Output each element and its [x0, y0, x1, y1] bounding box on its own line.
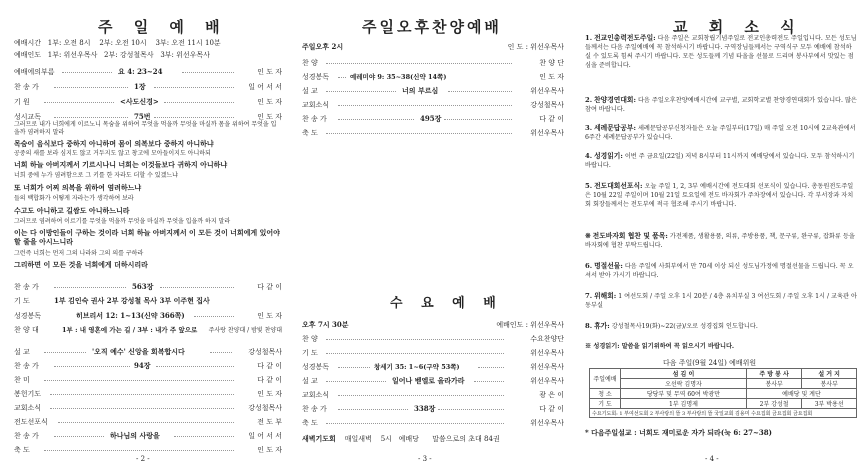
page-title: 주일오후찬양예배 — [362, 18, 502, 36]
dawn-prayer-info: 새벽기도회 매일새벽 5시 예배당 말씀으로의 초대 84권 — [302, 434, 500, 443]
notice-item: 7. 위해회: 1 여선도회 / 주일 오후 1시 20분 / 4층 유치부실 3 여선도회 / 주일 오후 1시 / 교육관 아동부실 — [585, 292, 857, 309]
notice-item: 1. 전교인총력전도주일: 다음 주일은 교회창립기념주일로 전교인총력전도 주일입니다. 모든 성도님들께서는 다음 주일예배에 꼭 참석하시기 바랍니다. 구역장님들께서는 구역식구 모두 예배에 참석하실 수 있도록 힘써 주시기 바랍니다. 모든 성도들께 기념 타올을 선물로 드리며 봉사부에서 맛있는 점심을 준비합니다. — [585, 34, 857, 69]
page-number: - 2 - — [136, 455, 150, 463]
notice-item: 5. 전도대회선포식: 오늘 주일 1, 2, 3부 예배시간에 전도대회 선포식이 있습니다. 총동원전도주일은 10월 22일 주일이며 10월 21일 토요일에 전도 바자회가 주차장에서 있습니다. 각 부서장과 자치회 회장들께서는 전도부에 적극 협조해 주시기 바랍니다. — [585, 182, 854, 208]
responsive-reading: 그리하면 이 모든 것을 너희에게 더하시리라 — [14, 260, 148, 269]
page-title: 주 일 예 배 — [98, 18, 228, 36]
sunday-service-page: 주 일 예 배 예배시간 1부: 오전 8시 2부: 오전 10시 3부: 오전 11시 10분 예배인도 1부: 위선우목사 2부: 강성철목사 3부: 위선우목사 예배에의부름 요 4: 23~24 인 도 자 찬 송 가 1장 일 어 서 서 기 원 <사도신경> 인 도 자 성시교독 75번 인 도 자 그러므로 내가 너희에게 이르노니 목숨을 위하여 무엇을 먹을까 무엇을 마실까 몸을 위하여 무엇을 입을까 염려하지 말라 목숨이 음식보다 중하지 아니하며 몸이 의복보다 중하지 아니하냐 공중의 새를 보라 심지도 않고 거두지도 않고 창고에 모아들이지도 아니하되 너희 하늘 아버지께서 기르시나니 너희는 이것들보다 귀하지 아니하냐 너희 중에 누가 염려함으로 그 키를 한 자라도 더할 수 있겠느냐 또 너희가 어찌 의복을 위하여 염려하느냐 들의 백합화가 어떻게 자라는가 생각하여 보라 수고도 아니하고 길쌈도 아니하느니라 그러므로 염려하여 이르기를 무엇을 먹을까 무엇을 마실까 무엇을 입을까 하지 말라 이는 다 이방인들이 구하는 것이라 너희 하늘 아버지께서 이 모든 것이 너희에게 있어야 할 줄을 아시느니라 그런즉 너희는 먼저 그의 나라와 그의 의를 구하라 그리하면 이 모든 것을 너희에게 더하시리라 찬 송 가 563장 다 같 이 기 도 1부 김인숙 권사 2부 강성철 목사 3부 이주현 집사 성경봉독 히브리서 12: 1~13(신약 366쪽) 인 도 자 찬 양 대 1부 : 내 영혼에 가는 길 / 3부 : 내가 주 앞으로 주사랑 찬양대 / 밤빛 찬양대 설 교 '오직 예수' 신앙을 회복합시다 강성철목사 찬 송 가 94장 다 같 이 찬 미 다 같 이 봉헌기도 인 도 자 교회소식 강성철목사 전도선포식 전 도 부 찬 송 가 하나님의 사랑을 일 어 서 서 축 도 인 도 자 - 2 - — [14, 18, 282, 463]
page-title: 교 회 소 식 — [673, 18, 803, 36]
responsive-reading: 수고도 아니하고 길쌈도 아니하느니라 — [14, 206, 130, 215]
responsive-reading: 너희 하늘 아버지께서 기르시나니 너희는 이것들보다 귀하지 아니하냐 — [14, 160, 228, 169]
responsive-reading: 목숨이 음식보다 중하지 아니하며 몸이 의복보다 중하지 아니하냐 — [14, 139, 214, 148]
responsive-reading: 그러므로 내가 너희에게 이르노니 목숨을 위하여 무엇을 먹을까 무엇을 마실까 몸을 위하여 무엇을 입을까 염려하지 말라 — [14, 121, 277, 136]
schedule-leader: 예배인도 1부: 위선우목사 2부: 강성철목사 3부: 위선우목사 — [14, 51, 210, 59]
page-number: - 4 - — [705, 455, 719, 463]
notice-item: 2. 찬양경연대회: 다음 주일오후찬양예배시간에 교구별, 교회학교별 찬양경연대회가 있습니다. 많은 참여 바랍니다. — [585, 96, 857, 113]
bible-reading-note: ※ 성경읽기: 말씀을 읽기위하여 꼭 읽으시기 바랍니다. — [585, 343, 735, 350]
notice-item: 8. 휴가: 강성철목사19(화)~22(금)/오로 성경집회 인도합니다. — [585, 322, 758, 330]
responsive-reading: 이는 다 이방인들이 구하는 것이라 너희 하늘 아버지께서 이 모든 것이 너희에게 있어야 할 줄을 아시느니라 — [14, 228, 280, 246]
next-sermon: * 다음주일설교 : 너희도 재미로운 자가 되라(눅 6: 27~38) — [585, 428, 772, 437]
table-row-label: 주일예배 — [590, 369, 621, 389]
table-caption: 다음 주일(9월 24일) 예배위원 — [663, 359, 757, 367]
responsive-reading: 또 너희가 어찌 의복을 위하여 염려하느냐 — [14, 183, 142, 192]
church-news-page — [573, 0, 860, 469]
schedule-time: 예배시간 1부: 오전 8시 2부: 오전 10시 3부: 오전 11시 10분 — [14, 39, 221, 47]
wednesday-service-title: 수 요 예 배 — [390, 296, 503, 311]
responsive-reading: 들의 백합화가 어떻게 자라는가 생각하여 보라 — [14, 195, 134, 202]
notice-item: 3. 세례문답공부: 세례문답공부신청자들은 오늘 주일부터(17일) 매 주일 오전 10시에 2교육관에서 6주간 세례문답공부가 있습니다. — [585, 124, 856, 141]
afternoon-service-page: 주일오후찬양예배 주일오후 2시 인 도 : 위선우목사 찬 양 찬 양 단 성경봉독 예레미야 9: 35~38(신약 14쪽) 인 도 자 설 교 너의 부르심 위선우목사 교회소식 강성철목사 찬 송 가 495장 다 같 이 축 도 위선우목사 수 요 예 배 오후 7시 30분 예배인도 : 위선우목사 찬 양 수요찬양단 기 도 위선우목사 성경봉독 창세기 35: 1~6(구약 53쪽) 위선우목사 설 교 일어나 벧엘로 올라가라 위선우목사 교회소식 광 은 이 찬 송 가 338장 다 같 이 축 도 위선우목사 새벽기도회 매일새벽 5시 예배당 말씀으로의 초대 84권 - 3 - — [302, 18, 564, 463]
notice-item: 6. 명절선물: 다음 주일에 사회부에서 만 70세 이상 되신 성도님가정에 명절선물을 드립니다. 꼭 오셔서 받아 가시기 바랍니다. — [585, 262, 854, 279]
responsive-reading: 그러므로 염려하여 이르기를 무엇을 먹을까 무엇을 마실까 무엇을 입을까 하지 말라 — [14, 218, 231, 225]
notice-item: ※ 전도바자회 협찬 및 품목: 가전제품, 생활용품, 의류, 주방용품, 책, 문구류, 완구류, 잡화류 등을 바자회에 협찬 부탁드립니다. — [585, 232, 855, 249]
notice-item: 4. 성경읽기: 이번 주 금요일(22일) 저녁 8시부터 11시까지 예배당에서 있습니다. 모두 참석하시기 바랍니다. — [585, 152, 855, 169]
responsive-reading: 그런즉 너희는 먼저 그의 나라와 그의 의를 구하라 — [14, 250, 144, 257]
worship-committee-table: 주일예배 섬 김 이 주 방 봉 사 설 거 지 오선락 김명자 봉사부 봉사부 청 소 당당부 및 무역 60여 박광만 예배당 및 계단 기 도 1부 김명제 2부 강성철 3부 박용선 수요기도회: 1 부여선도회 2 부사랑의 뜰 3 부사랑의 뜰 국일교회 김용미 수요집회 금요집회 금요집회 — [589, 368, 857, 418]
responsive-reading: 공중의 새를 보라 심지도 않고 거두지도 않고 창고에 모아들이지도 아니하되 — [14, 150, 211, 157]
responsive-reading: 너희 중에 누가 염려함으로 그 키를 한 자라도 더할 수 있겠느냐 — [14, 172, 178, 179]
page-number: - 3 - — [418, 455, 432, 463]
